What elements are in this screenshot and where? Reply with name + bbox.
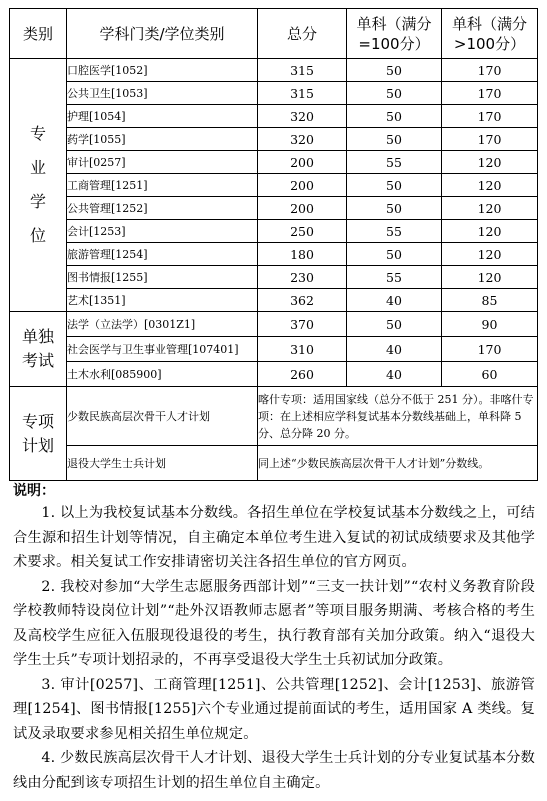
single-over-100-cell: 120 xyxy=(442,266,538,289)
single-over-100-cell: 170 xyxy=(442,82,538,105)
single-over-100-cell: 120 xyxy=(442,174,538,197)
total-score-cell: 200 xyxy=(258,197,347,220)
subject-cell: 护理[1054] xyxy=(67,105,258,128)
plan-rule-cell: 喀什专项：适用国家线（总分不低于 251 分）。非喀什专项：在上述相应学科复试基本分数线基础上，单科降 5 分、总分降 20 分。 xyxy=(258,387,538,446)
subject-cell: 审计[0257] xyxy=(67,151,258,174)
total-score-cell: 230 xyxy=(258,266,347,289)
single-over-100-cell: 120 xyxy=(442,220,538,243)
table-row xyxy=(10,59,538,82)
single-over-100-cell: 170 xyxy=(442,128,538,151)
total-score-cell: 315 xyxy=(258,82,347,105)
table-header-row xyxy=(10,9,538,59)
table-row xyxy=(10,362,538,387)
note-item: 2. 我校对参加“大学生志愿服务西部计划”“三支一扶计划”“农村义务教育阶段学校教师特设岗位计划”“赴外汉语教师志愿者”等项目服务期满、考核合格的考生及高校学生应征入伍服现役退役的考生，执行教育部有关加分政策。纳入“退役大学生士兵”专项计划招录的，不再享受退役大学生士兵初试加分政策。 xyxy=(13,578,535,668)
single-over-100-cell: 170 xyxy=(442,337,538,362)
category-label: 专业学位 xyxy=(29,124,46,245)
subject-cell: 公共卫生[1053] xyxy=(67,82,258,105)
table-row xyxy=(10,220,538,243)
single-over-100-cell: 90 xyxy=(442,312,538,337)
subject-cell: 药学[1055] xyxy=(67,128,258,151)
table-row xyxy=(10,387,538,446)
total-score-cell: 250 xyxy=(258,220,347,243)
subject-cell: 土木水利[085900] xyxy=(67,362,258,387)
single-100-cell: 55 xyxy=(347,266,442,289)
header-total: 总分 xyxy=(258,9,347,59)
single-100-cell: 50 xyxy=(347,82,442,105)
single-100-cell: 50 xyxy=(347,174,442,197)
table-row xyxy=(10,337,538,362)
category-cell xyxy=(10,59,67,312)
table-row xyxy=(10,312,538,337)
header-single-over-100: 单科（满分>100分） xyxy=(442,9,538,59)
table-row xyxy=(10,174,538,197)
single-100-cell: 55 xyxy=(347,220,442,243)
single-over-100-cell: 120 xyxy=(442,151,538,174)
subject-cell: 图书情报[1255] xyxy=(67,266,258,289)
single-100-cell: 50 xyxy=(347,197,442,220)
notes-heading: 说明： xyxy=(13,483,55,499)
table-row xyxy=(10,105,538,128)
note-item: 1. 以上为我校复试基本分数线。各招生单位在学校复试基本分数线之上，可结合生源和招生计划等情况，自主确定本单位考生进入复试的初试成绩要求及其他学术要求。相关复试工作安排请密切关注各招生单位的官方网页。 xyxy=(13,505,535,570)
total-score-cell: 370 xyxy=(258,312,347,337)
table-row xyxy=(10,197,538,220)
table-row xyxy=(10,446,538,481)
table-row xyxy=(10,266,538,289)
single-over-100-cell: 170 xyxy=(442,59,538,82)
category-cell xyxy=(10,312,67,387)
plan-name-cell: 退役大学生士兵计划 xyxy=(67,446,258,481)
total-score-cell: 320 xyxy=(258,128,347,151)
subject-cell: 社会医学与卫生事业管理[107401] xyxy=(67,337,258,362)
header-subject: 学科门类/学位类别 xyxy=(67,9,258,59)
total-score-cell: 310 xyxy=(258,337,347,362)
table-row xyxy=(10,243,538,266)
plan-rule-cell: 同上述“少数民族高层次骨干人才计划”分数线。 xyxy=(258,446,538,481)
subject-cell: 会计[1253] xyxy=(67,220,258,243)
single-over-100-cell: 85 xyxy=(442,289,538,312)
table-body xyxy=(10,59,538,481)
single-over-100-cell: 120 xyxy=(442,243,538,266)
note-item: 4. 少数民族高层次骨干人才计划、退役大学生士兵计划的分专业复试基本分数线由分配到该专项招生计划的招生单位自主确定。 xyxy=(13,750,535,791)
single-100-cell: 50 xyxy=(347,128,442,151)
subject-cell: 公共管理[1252] xyxy=(67,197,258,220)
total-score-cell: 200 xyxy=(258,151,347,174)
total-score-cell: 180 xyxy=(258,243,347,266)
table-row xyxy=(10,151,538,174)
total-score-cell: 260 xyxy=(258,362,347,387)
total-score-cell: 320 xyxy=(258,105,347,128)
total-score-cell: 200 xyxy=(258,174,347,197)
notes-section xyxy=(13,482,535,795)
category-label: 专项计划 xyxy=(21,411,54,455)
subject-cell: 口腔医学[1052] xyxy=(67,59,258,82)
table-row xyxy=(10,289,538,312)
subject-cell: 旅游管理[1254] xyxy=(67,243,258,266)
single-100-cell: 40 xyxy=(347,289,442,312)
category-label: 单独考试 xyxy=(21,327,54,370)
single-over-100-cell: 120 xyxy=(442,197,538,220)
single-over-100-cell: 60 xyxy=(442,362,538,387)
single-100-cell: 50 xyxy=(347,312,442,337)
single-100-cell: 40 xyxy=(347,362,442,387)
note-item: 3. 审计[0257]、工商管理[1251]、公共管理[1252]、会计[1253]、旅游管理[1254]、图书情报[1255]六个专业通过提前面试的考生，适用国家 A 类线。复试及录取要求参见相关招生单位规定。 xyxy=(13,676,535,742)
total-score-cell: 315 xyxy=(258,59,347,82)
subject-cell: 艺术[1351] xyxy=(67,289,258,312)
plan-name-cell: 少数民族高层次骨干人才计划 xyxy=(67,387,258,446)
single-100-cell: 50 xyxy=(347,59,442,82)
single-over-100-cell: 170 xyxy=(442,105,538,128)
score-table xyxy=(9,8,538,481)
category-cell xyxy=(10,387,67,481)
single-100-cell: 40 xyxy=(347,337,442,362)
single-100-cell: 55 xyxy=(347,151,442,174)
single-100-cell: 50 xyxy=(347,105,442,128)
table-row xyxy=(10,128,538,151)
subject-cell: 法学（立法学）[0301Z1] xyxy=(67,312,258,337)
header-category: 类别 xyxy=(10,9,67,59)
header-single-100: 单科（满分=100分） xyxy=(347,9,442,59)
table-row xyxy=(10,82,538,105)
subject-cell: 工商管理[1251] xyxy=(67,174,258,197)
total-score-cell: 362 xyxy=(258,289,347,312)
single-100-cell: 50 xyxy=(347,243,442,266)
